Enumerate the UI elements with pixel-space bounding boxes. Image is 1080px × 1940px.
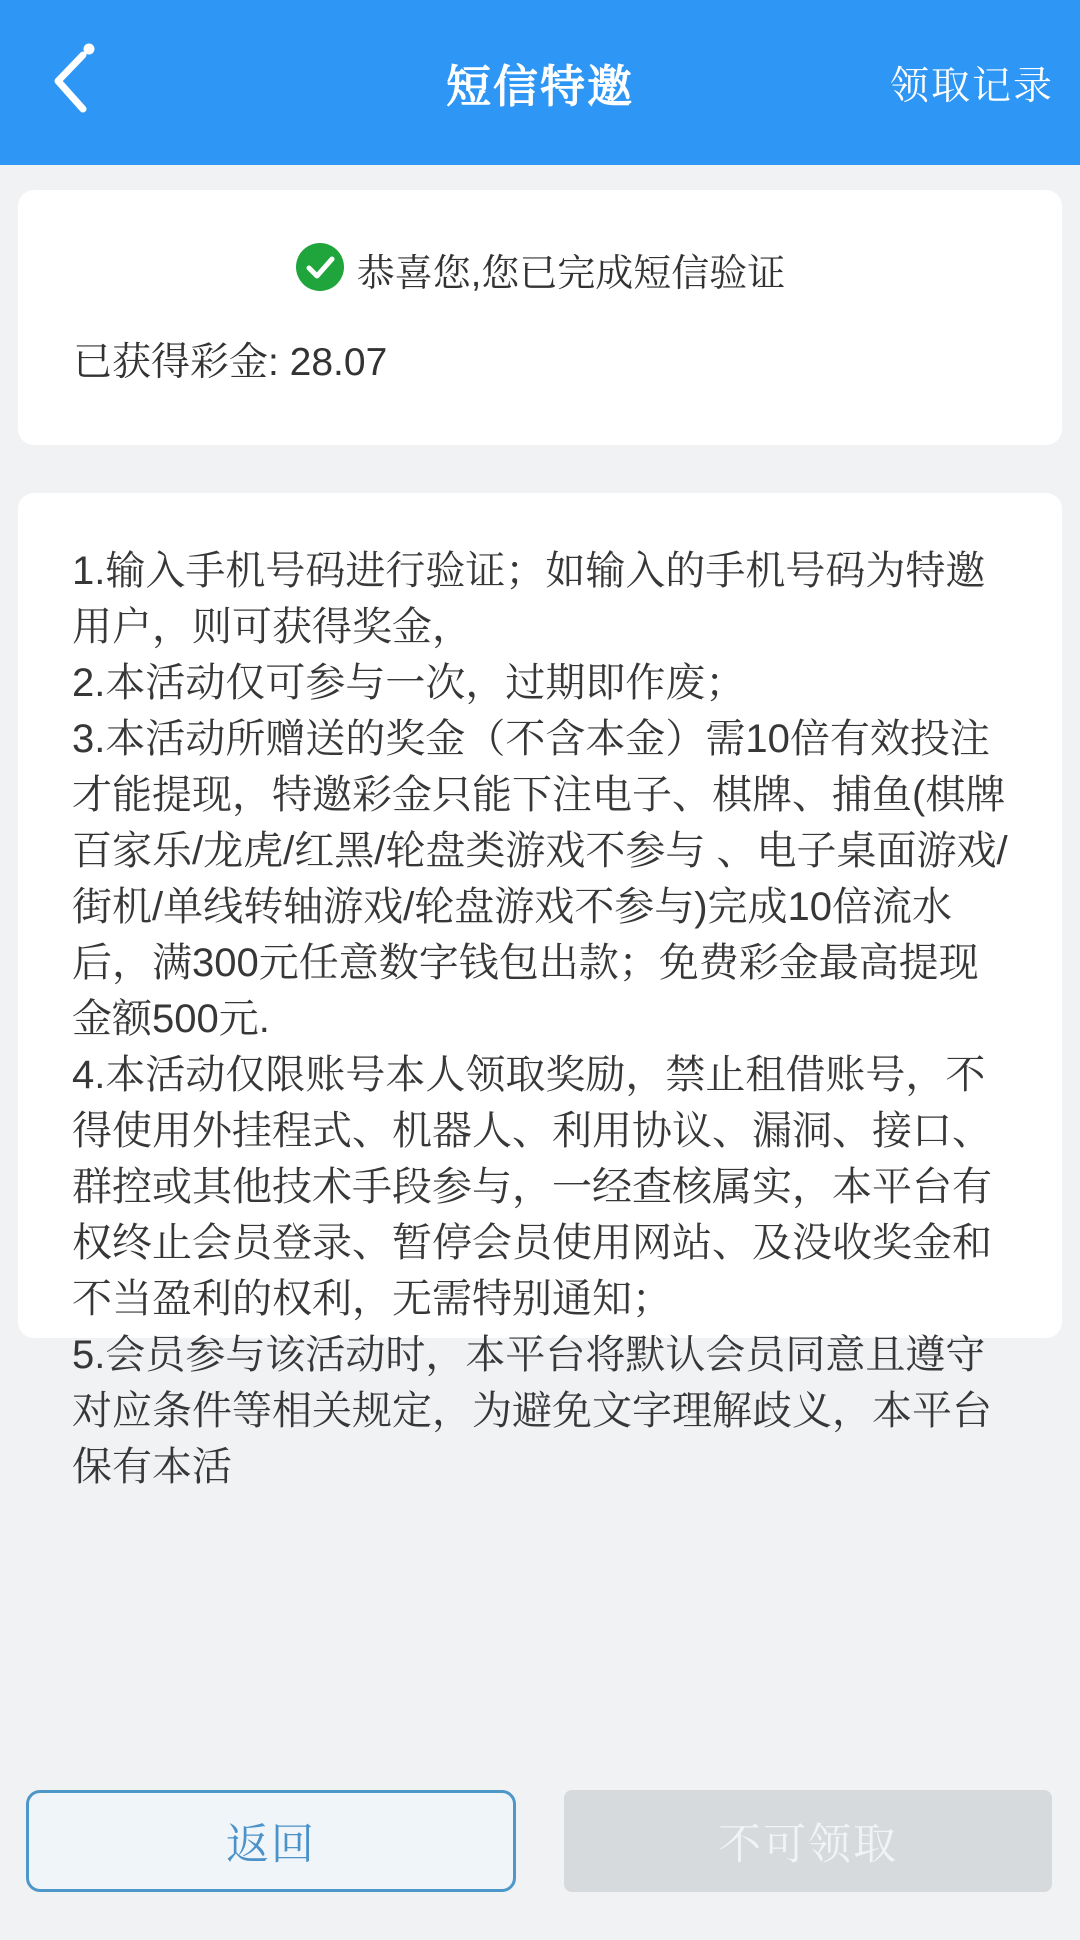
activity-rules-card <box>18 493 1062 1489</box>
congrats-row <box>73 242 1007 297</box>
rule-item-4: 4.本活动仅限账号本人领取奖励，禁止租借账号，不得使用外挂程式、机器人、利用协议、漏洞、接口、群控或其他技术手段参与，一经查核属实，本平台有权终止会员登录、暂停会员使用网站、及没收奖金和不当盈利的权利，无需特别通知； <box>72 1053 992 1321</box>
rule-item-2: 2.本活动仅可参与一次，过期即作废； <box>72 661 746 705</box>
check-circle-icon <box>295 242 345 297</box>
congrats-message: 恭喜您,您已完成短信验证 <box>356 253 786 295</box>
verification-status-card <box>18 190 1062 445</box>
claim-records-link[interactable]: 领取记录 <box>889 64 1054 108</box>
page-title: 短信特邀 <box>445 61 634 112</box>
return-button[interactable]: 返回 <box>26 1790 516 1892</box>
rule-item-3: 3.本活动所赠送的奖金（不含本金）需10倍有效投注才能提现，特邀彩金只能下注电子、棋牌、捕鱼(棋牌百家乐/龙虎/红黑/轮盘类游戏不参与 、电子桌面游戏/街机/单线转轴游戏/轮盘游戏不参与)完成10倍流水后，满300元任意数字钱包出款；免费彩金最高提现金额500元. <box>72 717 1008 1041</box>
rule-item-1: 1.输入手机号码进行验证；如输入的手机号码为特邀用户，则可获得奖金， <box>72 549 986 649</box>
footer-actions <box>26 1790 1052 1892</box>
header-bar <box>0 0 1080 165</box>
claim-disabled-button[interactable]: 不可领取 <box>564 1790 1052 1892</box>
bonus-amount-text: 已获得彩金: 28.07 <box>73 341 388 384</box>
rule-item-5: 5.会员参与该活动时，本平台将默认会员同意且遵守对应条件等相关规定，为避免文字理解歧义，本平台保有本活 <box>72 1333 992 1489</box>
